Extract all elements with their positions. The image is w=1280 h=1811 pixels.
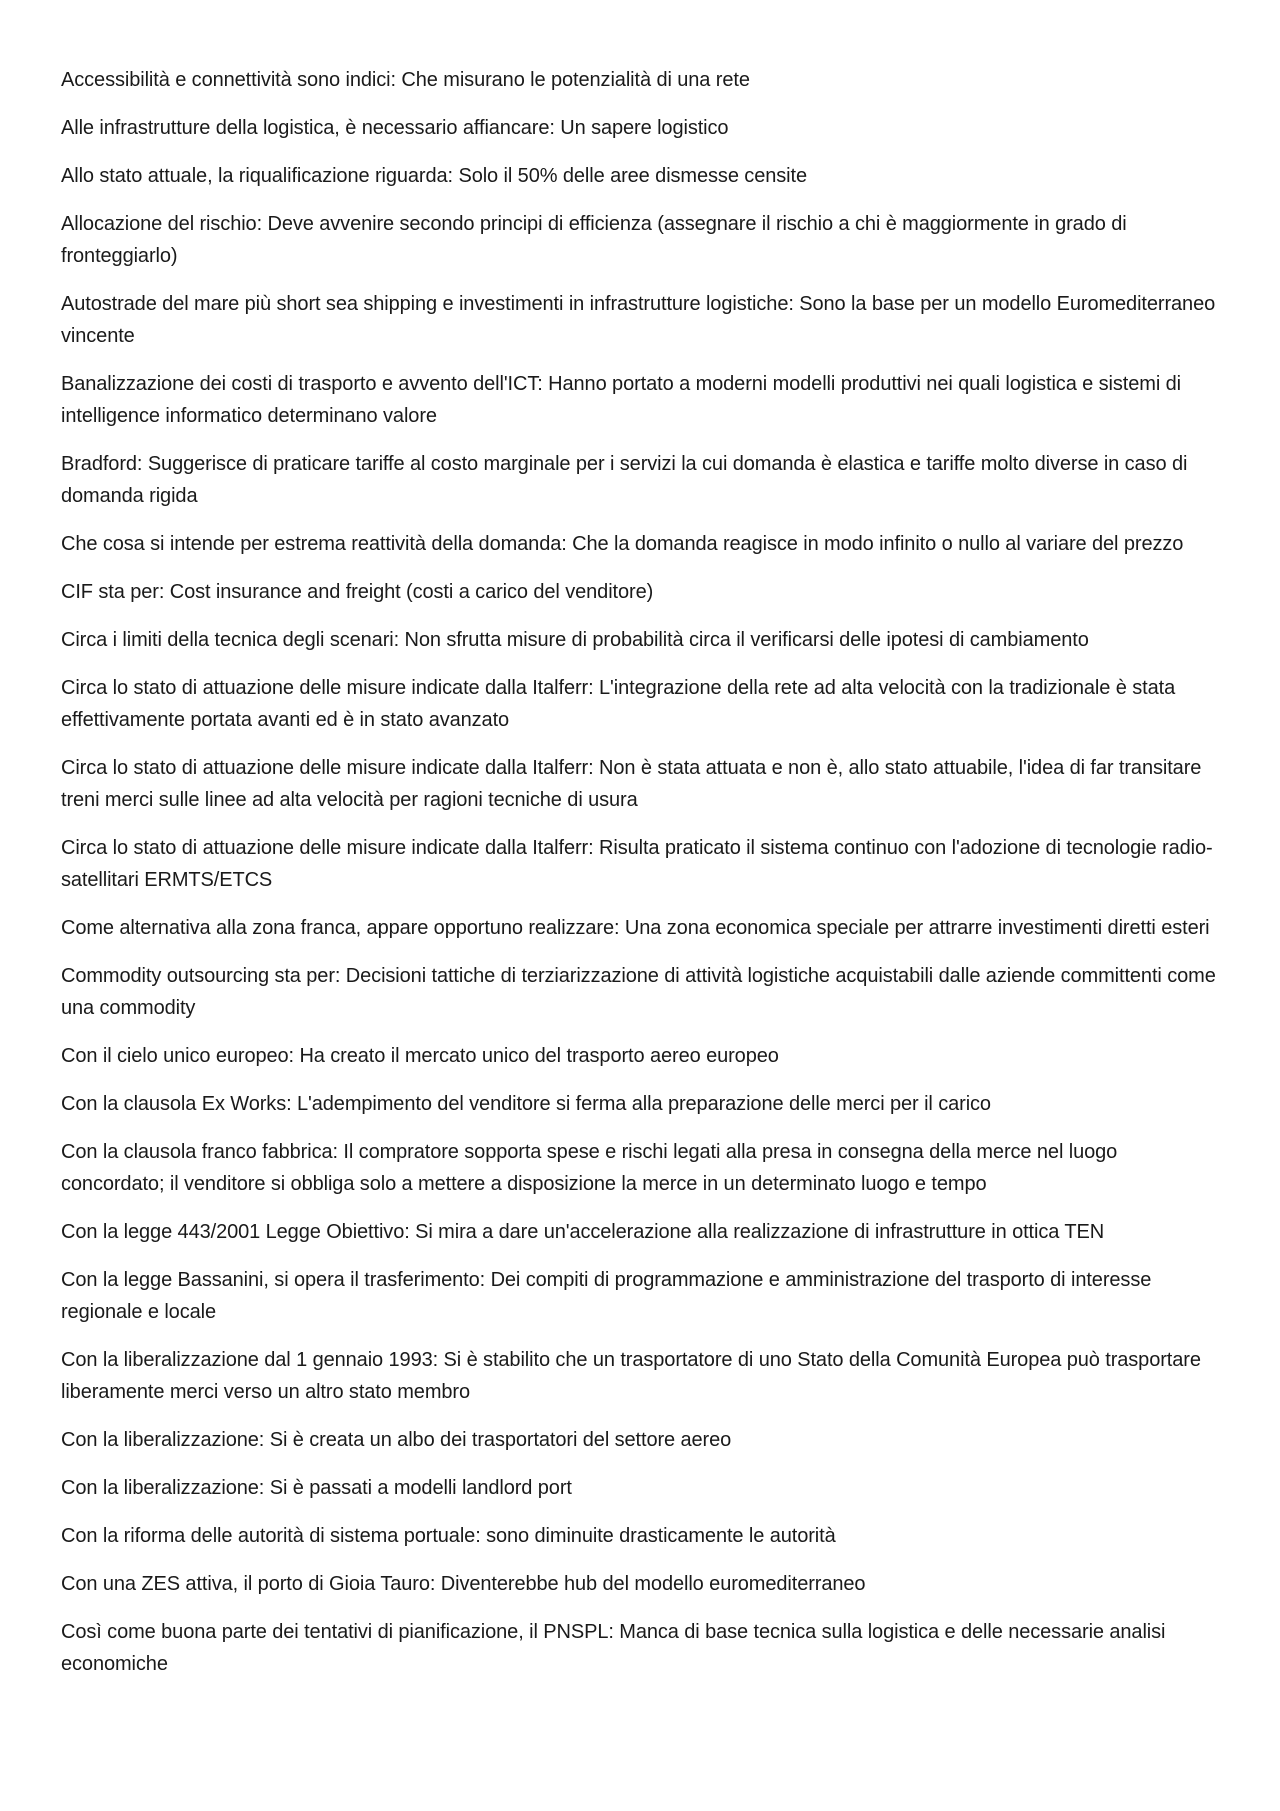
qa-entry: Commodity outsourcing sta per: Decisioni tattiche di terziarizzazione di attività logistiche acquistabili dalle aziende committenti come una commodity	[61, 965, 1216, 1019]
qa-entry: Circa lo stato di attuazione delle misure indicate dalla Italferr: L'integrazione della rete ad alta velocità con la tradizionale è stata effettivamente portata avanti ed è in stato avanzato	[61, 677, 1176, 731]
qa-entry: Allo stato attuale, la riqualificazione riguarda: Solo il 50% delle aree dismesse censite	[61, 165, 807, 187]
qa-entry: Con la liberalizzazione: Si è passati a modelli landlord port	[61, 1477, 572, 1499]
qa-entry: Con la legge Bassanini, si opera il trasferimento: Dei compiti di programmazione e amministrazione del trasporto di interesse regionale e locale	[61, 1269, 1152, 1323]
qa-list	[61, 64, 1220, 1680]
qa-entry: Con il cielo unico europeo: Ha creato il mercato unico del trasporto aereo europeo	[61, 1045, 779, 1067]
qa-entry: Che cosa si intende per estrema reattività della domanda: Che la domanda reagisce in modo infinito o nullo al variare del prezzo	[61, 533, 1184, 555]
qa-entry: Bradford: Suggerisce di praticare tariffe al costo marginale per i servizi la cui domanda è elastica e tariffe molto diverse in caso di domanda rigida	[61, 453, 1188, 507]
qa-entry: Con la liberalizzazione dal 1 gennaio 1993: Si è stabilito che un trasportatore di uno Stato della Comunità Europea può trasportare liberamente merci verso un altro stato membro	[61, 1349, 1201, 1403]
qa-entry: Con la riforma delle autorità di sistema portuale: sono diminuite drasticamente le autorità	[61, 1525, 836, 1547]
qa-entry: Così come buona parte dei tentativi di pianificazione, il PNSPL: Manca di base tecnica sulla logistica e delle necessarie analisi economiche	[61, 1621, 1166, 1675]
qa-entry: Circa lo stato di attuazione delle misure indicate dalla Italferr: Risulta praticato il sistema continuo con l'adozione di tecnologie radio-satellitari ERMTS/ETCS	[61, 837, 1213, 891]
qa-entry: Autostrade del mare più short sea shipping e investimenti in infrastrutture logistiche: Sono la base per un modello Euromediterraneo vincente	[61, 293, 1216, 347]
qa-entry: CIF sta per: Cost insurance and freight (costi a carico del venditore)	[61, 581, 654, 603]
qa-entry: Accessibilità e connettività sono indici: Che misurano le potenzialità di una rete	[61, 69, 750, 91]
qa-entry: Con una ZES attiva, il porto di Gioia Tauro: Diventerebbe hub del modello euromediterraneo	[61, 1573, 866, 1595]
qa-entry: Banalizzazione dei costi di trasporto e avvento dell'ICT: Hanno portato a moderni modelli produttivi nei quali logistica e sistemi di intelligence informatico determinano valore	[61, 373, 1182, 427]
qa-entry: Circa lo stato di attuazione delle misure indicate dalla Italferr: Non è stata attuata e non è, allo stato attuabile, l'idea di far transitare treni merci sulle linee ad alta velocità per ragioni tecniche di usura	[61, 757, 1202, 811]
qa-entry: Con la legge 443/2001 Legge Obiettivo: Si mira a dare un'accelerazione alla realizzazione di infrastrutture in ottica TEN	[61, 1221, 1105, 1243]
qa-entry: Con la clausola Ex Works: L'adempimento del venditore si ferma alla preparazione delle merci per il carico	[61, 1093, 991, 1115]
qa-entry: Con la clausola franco fabbrica: Il compratore sopporta spese e rischi legati alla presa in consegna della merce nel luogo concordato; il venditore si obbliga solo a mettere a disposizione la merce in un determinato luogo e tempo	[61, 1141, 1118, 1195]
qa-entry: Come alternativa alla zona franca, appare opportuno realizzare: Una zona economica speciale per attrarre investimenti diretti esteri	[61, 917, 1210, 939]
qa-entry: Allocazione del rischio: Deve avvenire secondo principi di efficienza (assegnare il rischio a chi è maggiormente in grado di fronteggiarlo)	[61, 213, 1127, 267]
qa-entry: Con la liberalizzazione: Si è creata un albo dei trasportatori del settore aereo	[61, 1429, 732, 1451]
qa-entry: Alle infrastrutture della logistica, è necessario affiancare: Un sapere logistico	[61, 117, 729, 139]
qa-entry: Circa i limiti della tecnica degli scenari: Non sfrutta misure di probabilità circa il verificarsi delle ipotesi di cambiamento	[61, 629, 1089, 651]
